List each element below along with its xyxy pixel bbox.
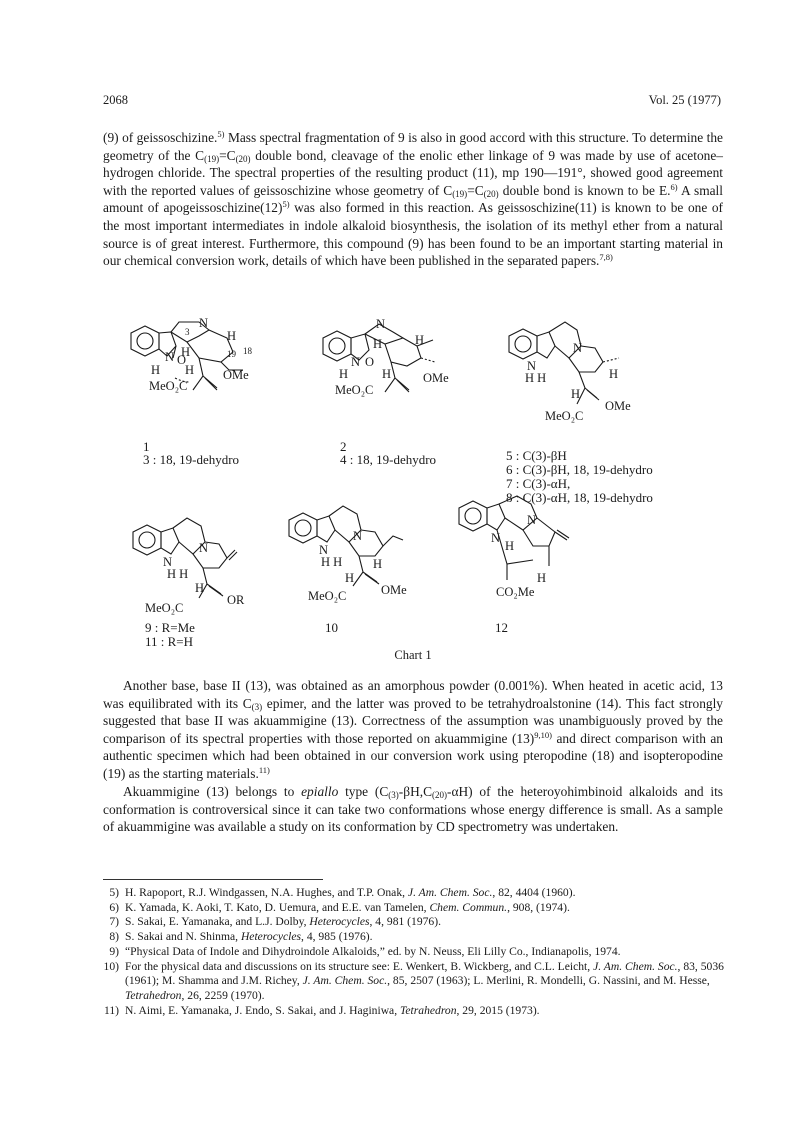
atom-label: H H — [321, 555, 343, 569]
paragraph-akuammigine: Akuammigine (13) belongs to epiallo type $(C_{(3)}-\beta H,C_{(20)}-\alpha H)$ of the heteroyohimbinoid alkaloids and its conformation is controversical since it can take two conformations whose energy difference is small. As a sample of akuammigine was available a study on its conformation by CD spectrometry was undertaken. — [103, 784, 724, 835]
structure-5-8 — [509, 322, 619, 404]
volume-info: Vol. 25 (1977) — [648, 93, 721, 107]
structure-9 — [133, 518, 237, 598]
atom-label: OMe — [423, 371, 449, 385]
atom-label: MeO₂C — [308, 589, 347, 603]
atom-label: H — [609, 367, 619, 381]
atom-label: N — [199, 316, 209, 330]
atom-label: H — [339, 367, 349, 381]
atom-label: N — [351, 355, 361, 369]
atom-label: N — [163, 555, 173, 569]
footnote-divider — [103, 879, 323, 880]
atom-label: MeO₂C — [335, 383, 374, 397]
chart-title: Chart 1 — [394, 648, 432, 662]
atom-label: 3 — [185, 327, 190, 337]
chemical-structures-chart — [103, 318, 723, 663]
atom-label: H — [185, 363, 195, 377]
atom-label: H H — [525, 371, 547, 385]
atom-label: OMe — [605, 399, 631, 413]
atom-label: N — [199, 541, 209, 555]
atom-label: N — [573, 341, 583, 355]
atom-label: H — [537, 571, 547, 585]
footnote-5: 5) H. Rapoport, R.J. Windgassen, N.A. Hughes, and T.P. Onak, J. Am. Chem. Soc., 82, 4404 (1960). — [109, 886, 576, 899]
atom-label: H — [181, 345, 191, 359]
footnote-10: 10) For the physical data and discussions on its structure see: E. Wenkert, B. Wickberg, and C.L. Leicht, J. Am. Chem. Soc., 83, 5036 (1961); M. Shamma and J.M. Richey, J. Am. Chem. Soc., 85, 2507 (1963); L. Merlini, R. Mondelli, G. Nassini, and M. Hesse, Tetrahedron, 26, 2259 (1970). — [103, 959, 724, 1002]
atom-label: H — [345, 571, 355, 585]
atom-label: 18 — [243, 346, 252, 356]
atom-label: N — [527, 513, 537, 527]
atom-label: H — [571, 387, 581, 401]
compound-label-3: 3 : 18, 19-dehydro — [143, 452, 240, 467]
compound-label-10: 10 — [325, 620, 338, 635]
atom-label: MeO₂C — [149, 379, 188, 393]
compound-label-4: 4 : 18, 19-dehydro — [340, 452, 437, 467]
footnote-7: 7) S. Sakai, E. Yamanaka, and L.J. Dolby, Heterocycles, 4, 981 (1976). — [109, 915, 441, 929]
atom-label: H — [151, 363, 161, 377]
compound-label-6: 6 : C(3)-βH, 18, 19-dehydro — [506, 462, 653, 477]
footnote-11: 11) N. Aimi, E. Yamanaka, J. Endo, S. Sakai, and J. Haginiwa, Tetrahedron, 29, 2015 (1973). — [103, 1003, 540, 1017]
compound-label-7: 7 : C(3)-αH, — [506, 476, 571, 491]
paragraph-base-ii: Another base, base II (13), was obtained as an amorphous powder (0.001%). When heated in acetic acid, 13 was equilibrated with its $C_{(3)}$ epimer, and the latter was proved to be tetrahydroalstonine (14). This fact strongly suggested that base II was akuammigine (13). Correctness of the assumption was unambiguously proved by the comparison of its spectral properties with those reported on akuammigine $(13)^{9,10)}$ and direct comparison with an authentic specimen which had been obtained in our conversion work using pteropodine (18) and isopteropodine (19) as the starting materials.$^{11)}$ — [103, 678, 724, 781]
atom-label: H — [373, 557, 383, 571]
atom-label: 19 — [227, 349, 236, 359]
footnote-6: 6) K. Yamada, K. Aoki, T. Kato, D. Uemura, and E.E. van Tamelen, Chem. Commun., 908, (1974). — [109, 900, 570, 914]
compound-label-9: 9 : R=Me — [145, 620, 195, 635]
atom-label: H — [505, 539, 515, 553]
atom-label: OMe — [223, 368, 249, 382]
atom-label: H — [227, 329, 237, 343]
atom-label: N — [353, 529, 363, 543]
atom-label: N — [527, 359, 537, 373]
atom-label: MeO₂C — [145, 601, 184, 615]
compound-label-12: 12 — [495, 620, 508, 635]
compound-label-5: 5 : C(3)-βH — [506, 448, 567, 463]
footnotes — [103, 886, 725, 1018]
footnote-9: 9) “Physical Data of Indole and Dihydroindole Alkaloids,” ed. by N. Neuss, Eli Lilly Co., Indianapolis, 1974. — [109, 944, 621, 958]
atom-label: O — [365, 355, 375, 369]
compound-label-8: 8 : C(3)-αH, 18, 19-dehydro — [506, 490, 653, 505]
atom-label: OMe — [381, 583, 407, 597]
atom-label: CO₂Me — [496, 585, 535, 599]
atom-label: N — [491, 531, 501, 545]
structure-12 — [459, 496, 569, 580]
atom-label: N — [319, 543, 329, 557]
atom-label: H — [195, 581, 205, 595]
footnote-8: 8) S. Sakai and N. Shinma, Heterocycles, 4, 985 (1976). — [109, 930, 373, 944]
atom-label: N — [376, 317, 386, 331]
atom-label: H — [373, 337, 383, 351]
atom-label: MeO₂C — [545, 409, 584, 423]
paragraph-geissoschizine: (9) of geissoschizine.$^{5)}$ Mass spectral fragmentation of 9 is also in good accord with this structure. To determine the geometry of the $C_{(19)}=C_{(20)}$ double bond, cleavage of the enolic ether linkage of 9 was made by use of acetone–hydrogen chloride. The spectral properties of the resulting product (11), mp 190—191°, showed good agreement with the reported values of geissoschizine whose geometry of $C_{(19)}=C_{(20)}$ double bond is known to be E.$^{6)}$ A small amount of $apogeissoschizine(12)^{5)}$ was also formed in this reaction. As geissoschizine(11) is known to be one of the most important intermediates in indole alkaloid biosynthesis, the isolation of its methyl ether from a natural source is of great interest. Furthermore, this compound (9) has been found to be an important starting material in our chemical conversion work, details of which have been published in the separated papers.$^{7,8)}$ — [103, 129, 723, 269]
atom-label: H H — [167, 567, 189, 581]
compound-label-11: 11 : R=H — [145, 634, 194, 649]
atom-label: H — [415, 333, 425, 347]
atom-label: O — [177, 353, 187, 367]
compound-label-2: 2 — [340, 439, 347, 454]
atom-label: H — [382, 367, 392, 381]
page-number: 2068 — [103, 93, 128, 107]
compound-label-1: 1 — [143, 439, 150, 454]
atom-label: OR — [227, 593, 245, 607]
atom-label: N — [165, 350, 175, 364]
